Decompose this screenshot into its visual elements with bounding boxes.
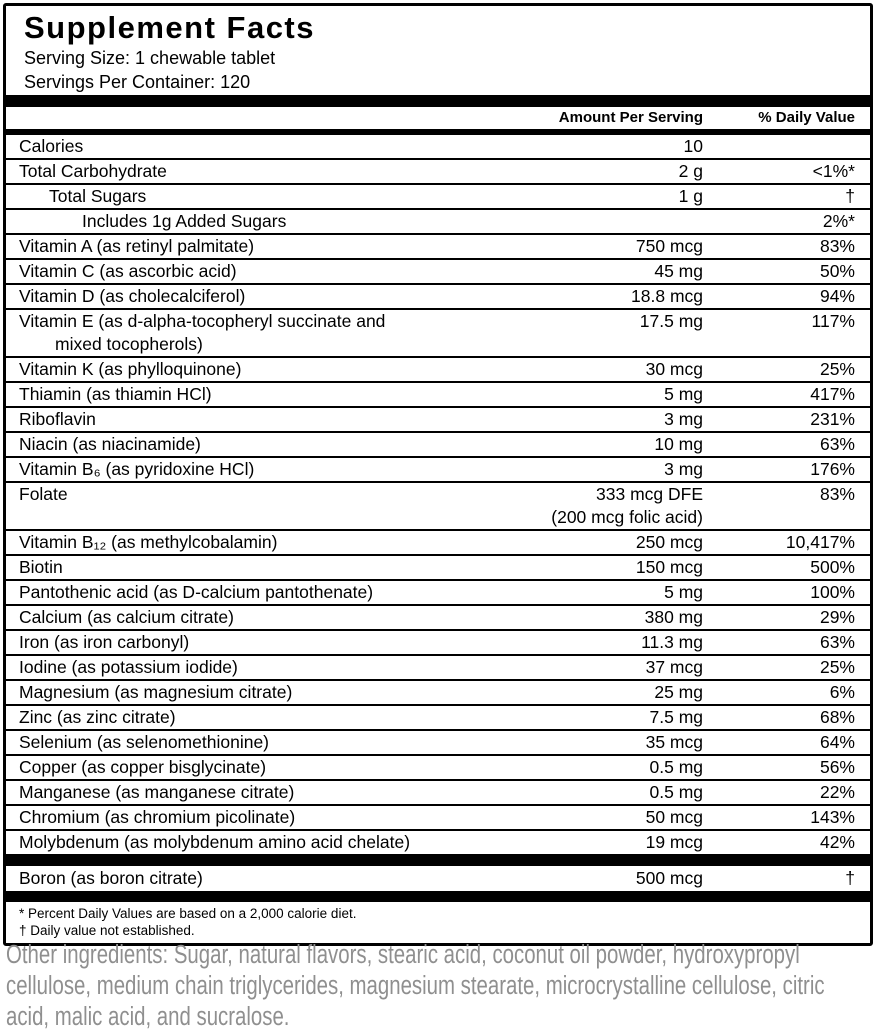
nutrient-daily-value: 94% bbox=[819, 286, 855, 306]
column-header-daily-value: % Daily Value bbox=[758, 109, 855, 126]
nutrient-name-line1: Vitamin K (as phylloquinone) bbox=[19, 359, 242, 379]
table-row bbox=[6, 431, 870, 456]
nutrient-amount bbox=[528, 606, 703, 629]
nutrient-name-line1: Total Sugars bbox=[49, 186, 147, 206]
nutrient-name-line1: Vitamin C (as ascorbic acid) bbox=[19, 261, 237, 281]
nutrient-name-line1: Riboflavin bbox=[19, 409, 96, 429]
nutrient-amount: 500 mcg bbox=[635, 868, 703, 888]
nutrient-name-line1: Chromium (as chromium picolinate) bbox=[19, 807, 296, 827]
nutrient-name-line1: Vitamin D (as cholecalciferol) bbox=[19, 286, 246, 306]
table-row bbox=[6, 158, 870, 183]
nutrient-amount bbox=[528, 383, 703, 406]
nutrient-name bbox=[19, 458, 528, 481]
table-row bbox=[6, 804, 870, 829]
table-row bbox=[6, 654, 870, 679]
nutrient-amount-line1: 5 mg bbox=[664, 582, 703, 602]
footnotes bbox=[6, 902, 870, 943]
nutrient-daily-value: 25% bbox=[819, 359, 855, 379]
nutrient-daily-value: <1%* bbox=[812, 161, 855, 181]
nutrient-amount bbox=[528, 681, 703, 704]
table-row bbox=[6, 754, 870, 779]
nutrient-rows bbox=[6, 135, 870, 854]
nutrient-daily-value: 64% bbox=[819, 732, 855, 752]
serving-size: Serving Size: 1 chewable tablet bbox=[24, 48, 276, 68]
nutrient-amount-line1: 17.5 mg bbox=[639, 311, 703, 331]
nutrient-amount-line1: 18.8 mcg bbox=[631, 286, 703, 306]
nutrient-name-line1: Iron (as iron carbonyl) bbox=[19, 632, 190, 652]
table-row bbox=[6, 135, 870, 158]
nutrient-amount bbox=[528, 756, 703, 779]
nutrient-amount bbox=[528, 556, 703, 579]
nutrient-name bbox=[19, 235, 528, 258]
nutrient-name-line1: Calcium (as calcium citrate) bbox=[19, 607, 234, 627]
nutrient-amount bbox=[528, 235, 703, 258]
nutrient-amount bbox=[528, 160, 703, 183]
table-row bbox=[6, 356, 870, 381]
nutrient-name-line1: Total Carbohydrate bbox=[19, 161, 167, 181]
footnote-daily-value-not-established: † Daily value not established. bbox=[19, 923, 195, 938]
nutrient-amount bbox=[528, 781, 703, 804]
nutrient-name-line1: Includes 1g Added Sugars bbox=[82, 211, 287, 231]
nutrient-amount bbox=[528, 458, 703, 481]
table-row-boron bbox=[6, 866, 870, 891]
nutrient-name bbox=[19, 706, 528, 729]
table-row bbox=[6, 829, 870, 854]
nutrient-amount bbox=[528, 408, 703, 431]
nutrient-amount-line1: 0.5 mg bbox=[649, 757, 703, 777]
table-row bbox=[6, 579, 870, 604]
nutrient-daily-value: 25% bbox=[819, 657, 855, 677]
nutrient-name-line1: Vitamin E (as d-alpha-tocopheryl succinate and bbox=[19, 311, 386, 331]
nutrient-amount-line1: 7.5 mg bbox=[649, 707, 703, 727]
nutrient-amount-line1: 3 mg bbox=[664, 459, 703, 479]
nutrient-amount-line1: 30 mcg bbox=[645, 359, 703, 379]
nutrient-name bbox=[19, 408, 528, 431]
table-row bbox=[6, 406, 870, 431]
table-row bbox=[6, 604, 870, 629]
table-row bbox=[6, 729, 870, 754]
separator-bar-top bbox=[6, 95, 870, 107]
nutrient-amount bbox=[528, 831, 703, 854]
table-row bbox=[6, 456, 870, 481]
nutrient-amount-line1: 3 mg bbox=[664, 409, 703, 429]
nutrient-name: Boron (as boron citrate) bbox=[19, 868, 203, 888]
nutrient-daily-value: 63% bbox=[819, 434, 855, 454]
nutrient-daily-value: 29% bbox=[819, 607, 855, 627]
nutrient-daily-value: 176% bbox=[810, 459, 855, 479]
table-row bbox=[6, 308, 870, 356]
nutrient-amount bbox=[528, 310, 703, 333]
nutrient-name bbox=[19, 806, 528, 829]
nutrient-daily-value: 2%* bbox=[822, 211, 855, 231]
nutrient-amount bbox=[528, 806, 703, 829]
nutrient-name-line1: Vitamin B₁₂ (as methylcobalamin) bbox=[19, 532, 278, 552]
nutrient-daily-value: † bbox=[845, 186, 855, 206]
nutrient-amount-line1: 35 mcg bbox=[645, 732, 703, 752]
table-row bbox=[6, 233, 870, 258]
nutrient-name bbox=[19, 310, 528, 356]
table-row bbox=[6, 554, 870, 579]
nutrient-name bbox=[19, 433, 528, 456]
nutrient-amount bbox=[528, 483, 703, 529]
nutrient-amount-line2: (200 mcg folic acid) bbox=[551, 507, 703, 527]
nutrient-name bbox=[19, 160, 528, 183]
nutrient-name bbox=[19, 631, 528, 654]
nutrient-name-line1: Biotin bbox=[19, 557, 63, 577]
nutrient-daily-value: 117% bbox=[811, 311, 855, 331]
panel-title: Supplement Facts bbox=[24, 10, 315, 45]
table-row bbox=[6, 381, 870, 406]
nutrient-amount bbox=[528, 358, 703, 381]
nutrient-name-line1: Pantothenic acid (as D-calcium pantothenate) bbox=[19, 582, 374, 602]
nutrient-daily-value: 63% bbox=[819, 632, 855, 652]
servings-per-container: Servings Per Container: 120 bbox=[24, 72, 251, 92]
nutrient-daily-value: 83% bbox=[819, 236, 855, 256]
nutrient-daily-value: 10,417% bbox=[785, 532, 855, 552]
nutrient-name-line2: mixed tocopherols) bbox=[55, 334, 203, 354]
nutrient-name bbox=[19, 185, 528, 208]
nutrient-amount-line1: 380 mg bbox=[644, 607, 703, 627]
nutrient-daily-value: † bbox=[845, 868, 855, 888]
nutrient-amount bbox=[528, 135, 703, 158]
nutrient-name bbox=[19, 260, 528, 283]
nutrient-amount-line1: 10 bbox=[683, 136, 703, 156]
nutrient-name bbox=[19, 531, 528, 554]
nutrient-daily-value: 500% bbox=[810, 557, 855, 577]
nutrient-daily-value: 56% bbox=[819, 757, 855, 777]
nutrient-name bbox=[19, 581, 528, 604]
nutrient-name-line1: Selenium (as selenomethionine) bbox=[19, 732, 269, 752]
nutrient-amount-line1: 0.5 mg bbox=[649, 782, 703, 802]
nutrient-name bbox=[19, 135, 528, 158]
nutrient-daily-value: 231% bbox=[810, 409, 855, 429]
nutrient-name bbox=[19, 483, 528, 506]
table-row bbox=[6, 208, 870, 233]
table-row bbox=[6, 704, 870, 729]
nutrient-name-line1: Molybdenum (as molybdenum amino acid chelate) bbox=[19, 832, 411, 852]
nutrient-amount bbox=[528, 631, 703, 654]
nutrient-name bbox=[19, 210, 528, 233]
separator-bar-minerals bbox=[6, 854, 870, 866]
nutrient-daily-value: 417% bbox=[810, 384, 855, 404]
nutrient-name bbox=[19, 606, 528, 629]
nutrient-amount-line1: 45 mg bbox=[654, 261, 703, 281]
nutrient-amount bbox=[528, 731, 703, 754]
nutrient-amount bbox=[528, 433, 703, 456]
nutrient-amount bbox=[528, 285, 703, 308]
nutrient-name-line1: Thiamin (as thiamin HCl) bbox=[19, 384, 212, 404]
nutrient-name bbox=[19, 781, 528, 804]
nutrient-name-line1: Calories bbox=[19, 136, 84, 156]
nutrient-daily-value: 22% bbox=[819, 782, 855, 802]
nutrient-daily-value: 42% bbox=[819, 832, 855, 852]
nutrient-daily-value: 143% bbox=[810, 807, 855, 827]
other-ingredients-text: Other ingredients: Sugar, natural flavors, stearic acid, coconut oil powder, hydroxypropyl cellulose, medium chain triglycerides, magnesium stearate, microcrystalline cellulose, citric acid, malic acid, and sucralose. bbox=[6, 941, 825, 1031]
nutrient-daily-value: 100% bbox=[810, 582, 855, 602]
nutrient-daily-value: 83% bbox=[819, 484, 855, 504]
nutrient-amount-line1: 750 mcg bbox=[635, 236, 703, 256]
nutrient-name-line1: Zinc (as zinc citrate) bbox=[19, 707, 176, 727]
table-row bbox=[6, 779, 870, 804]
nutrient-name bbox=[19, 285, 528, 308]
nutrient-name-line1: Magnesium (as magnesium citrate) bbox=[19, 682, 293, 702]
table-row bbox=[6, 629, 870, 654]
table-row bbox=[6, 529, 870, 554]
nutrient-name-line1: Folate bbox=[19, 484, 68, 504]
nutrient-amount-line1: 2 g bbox=[678, 161, 703, 181]
nutrient-amount bbox=[528, 706, 703, 729]
nutrient-daily-value: 68% bbox=[819, 707, 855, 727]
nutrient-amount-line1: 37 mcg bbox=[645, 657, 703, 677]
nutrient-name bbox=[19, 756, 528, 779]
nutrient-amount bbox=[528, 260, 703, 283]
nutrient-name-line1: Vitamin B₆ (as pyridoxine HCl) bbox=[19, 459, 255, 479]
separator-bar-bottom bbox=[6, 891, 870, 902]
nutrient-amount-line1: 5 mg bbox=[664, 384, 703, 404]
nutrient-amount-line1: 1 g bbox=[678, 186, 703, 206]
nutrient-daily-value: 50% bbox=[819, 261, 855, 281]
nutrient-amount bbox=[528, 581, 703, 604]
supplement-facts-panel bbox=[3, 3, 873, 946]
nutrient-name bbox=[19, 731, 528, 754]
nutrient-amount-line1: 10 mg bbox=[654, 434, 703, 454]
footnote-percent-daily-value: * Percent Daily Values are based on a 2,000 calorie diet. bbox=[19, 906, 357, 921]
nutrient-amount bbox=[528, 185, 703, 208]
nutrient-name bbox=[19, 556, 528, 579]
nutrient-name bbox=[19, 383, 528, 406]
nutrient-amount-line1: 250 mcg bbox=[635, 532, 703, 552]
nutrient-amount bbox=[528, 656, 703, 679]
nutrient-name-line1: Niacin (as niacinamide) bbox=[19, 434, 201, 454]
nutrient-name bbox=[19, 656, 528, 679]
nutrient-amount bbox=[528, 531, 703, 554]
table-row bbox=[6, 258, 870, 283]
table-row bbox=[6, 679, 870, 704]
nutrient-amount-line1: 19 mcg bbox=[645, 832, 703, 852]
table-row bbox=[6, 481, 870, 529]
table-row bbox=[6, 183, 870, 208]
nutrient-name-line1: Vitamin A (as retinyl palmitate) bbox=[19, 236, 255, 256]
nutrient-name-line1: Copper (as copper bisglycinate) bbox=[19, 757, 267, 777]
nutrient-name-line1: Manganese (as manganese citrate) bbox=[19, 782, 295, 802]
nutrient-amount-line1: 333 mcg DFE bbox=[596, 484, 703, 504]
nutrient-name-line1: Iodine (as potassium iodide) bbox=[19, 657, 238, 677]
nutrient-name bbox=[19, 831, 528, 854]
table-row bbox=[6, 283, 870, 308]
nutrient-amount-line1: 11.3 mg bbox=[641, 632, 703, 652]
column-headers bbox=[6, 107, 870, 129]
nutrient-daily-value: 6% bbox=[829, 682, 855, 702]
nutrient-amount-line1: 50 mcg bbox=[645, 807, 703, 827]
nutrient-name bbox=[19, 681, 528, 704]
column-header-amount: Amount Per Serving bbox=[558, 109, 703, 126]
nutrient-amount-line1: 25 mg bbox=[654, 682, 703, 702]
nutrient-name bbox=[19, 358, 528, 381]
nutrient-amount-line1: 150 mcg bbox=[635, 557, 703, 577]
